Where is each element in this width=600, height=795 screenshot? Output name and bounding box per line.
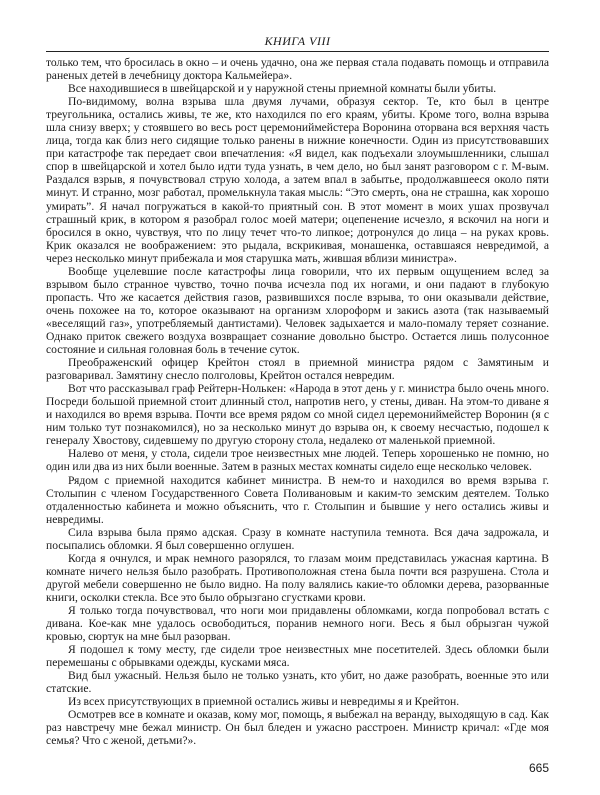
paragraph: Вид был ужасный. Нельзя было не только узнать, кто убит, но даже разобрать, военные это или статские. [46, 669, 549, 696]
page [46, 0, 549, 795]
paragraph: Все находившиеся в швейцарской и у наружной стены приемной комнаты были убиты. [68, 82, 497, 96]
paragraph: Из всех присутствующих в приемной остались живы и невредимы я и Крейтон. [68, 695, 460, 709]
paragraph: Сила взрыва была прямо адская. Сразу в комнате наступила темнота. Вся дача задрожала, и посыпались обломки. Я был совершенно оглушен. [46, 525, 549, 552]
paragraph: Вообще уцелевшие после катастрофы лица говорили, что их первым ощущением вслед за взрывом было странное чувство, точно почва исчезла под их ногами, и они падают в глубокую пропасть. Что же касается действия газов, развившихся после взрыва, то они оказывали действие, очень похожее на то, которое оказывают на организм хлороформ и закись азота (так называемый «веселящий газ», употребляемый дантистами). Человек задыхается и мало-помалу теряет сознание. Однако приток свежего воздуха возвращает сознание довольно быстро. Остается лишь полусонное состояние и сильная головная боль в течение суток. [46, 264, 549, 357]
body-text [46, 56, 549, 747]
running-header: КНИГА VIII [264, 34, 331, 48]
page-number: 665 [528, 761, 549, 776]
paragraph: Когда я очнулся, и мрак немного разорялся, то глазам моим представилась ужасная картина. В комнате ничего нельзя было разобрать. Противоположная стена была почти вся разрушена. Стола и другой мебели совершенно не было видно. На полу валялись какие-то обломки дерева, разорванные книги, осколки стекла. Все это было обрызгано сгустками крови. [46, 551, 549, 604]
paragraph: Вот что рассказывал граф Рейтерн-Нолькен: «Народа в этот день у г. министра было очень много. Посреди большой приемной стоит длинный стол, напротив него, у стены, диван. На этом-то диване я и находился во время взрыва. Почти все время рядом со мной сидел церемониймейстер Воронин (я с ним только тут познакомился), но за несколько минут до взрыва он, к своему несчастью, подошел к генералу Хвостову, сидевшему по другую сторону стола, недалеко от маленькой приемной. [46, 382, 549, 448]
paragraph: Рядом с приемной находится кабинет министра. В нем-то и находился во время взрыва г. Столыпин с членом Государственного Совета Поливановым и каким-то земским деятелем. Только отдаленностью кабинета и можно объяснить, что г. Столыпин и бывшие у него остались живы и невредимы. [46, 473, 549, 526]
paragraph: По-видимому, волна взрыва шла двумя лучами, образуя сектор. Те, кто был в центре треугольника, остались живы, те же, кто находился по его краям, убиты. Кроме того, волна взрыва шла снизу вверх; у стоявшего во весь рост церемониймейстера Воронина оторвана вся верхняя часть лица, тогда как близ него сидящие только ранены в нижние конечности. Один из присутствовавших при катастрофе так передает свои впечатления: «Я видел, как подъехали злоумышленники, слышал спор в швейцарской и хотел было идти туда узнать, в чем дело, но был занят разговором с г. М-вым. Раздался взрыв, я почувствовал струю холода, а затем впал в забытье, продолжавшееся около пяти минут. И странно, мозг работал, промелькнула такая мысль: “Это смерть, она не страшна, как хорошо умирать”. Я начал погружаться в какой-то приятный сон. В этот момент в моих ушах прозвучал страшный крик, в котором я разобрал голос моей матери; оцепенение исчезло, я вскочил на ноги и бросился в окно, чувствуя, что по лицу течет что-то липкое; дотронулся до лица – на руках кровь. Крик оказался не воображением: это рыдала, вскрикивая, монашенка, оставшаяся невредимой, а через несколько минут прибежала и моя старушка мать, жившая вблизи министра». [46, 95, 549, 265]
paragraph: Налево от меня, у стола, сидели трое неизвестных мне людей. Теперь хорошенько не помню, но один или два из них были военные. Затем в разных местах комнаты сидело еще несколько человек. [46, 447, 549, 474]
paragraph: Преображенский офицер Крейтон стоял в приемной министра рядом с Замятиным и разговаривал. Замятину снесло полголовы, Крейтон остался невредим. [46, 356, 549, 383]
paragraph: Я подошел к тому месту, где сидели трое неизвестных мне посетителей. Здесь обломки были перемешаны с обрывками одежды, кусками мяса. [46, 643, 549, 670]
paragraph: Я только тогда почувствовал, что ноги мои придавлены обломками, когда попробовал встать с дивана. Кое-как мне удалось освободиться, поранив немного ноги. Весь я был обрызган чужой кровью, сюртук на мне был разорван. [46, 603, 549, 644]
paragraph: Осмотрев все в комнате и оказав, кому мог, помощь, я выбежал на веранду, выходящую в сад. Как раз навстречу мне бежал министр. Он был бледен и ужасно расстроен. Министр кричал: «Где моя семья? Что с женой, детьми?». [46, 708, 549, 748]
paragraph: только тем, что бросилась в окно – и очень удачно, она же первая стала подавать помощь и отправила раненых детей в лечебницу доктора Кальмейера». [46, 56, 549, 83]
header-rule [46, 51, 549, 52]
